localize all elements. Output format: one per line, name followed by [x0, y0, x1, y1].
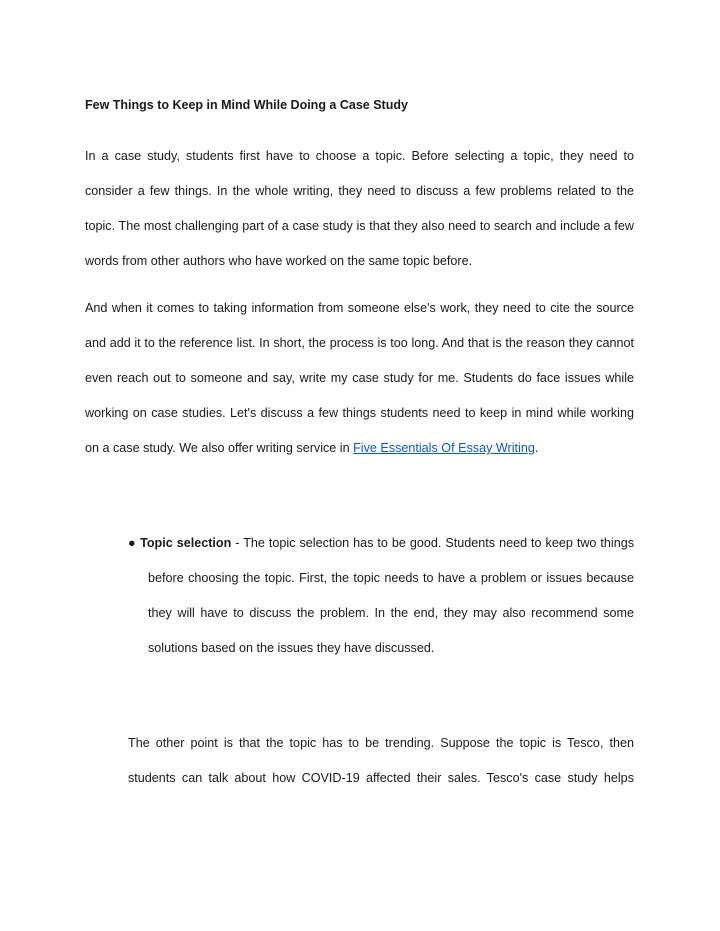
bullet-first-line [128, 526, 634, 561]
bullet-marker: ● [128, 536, 137, 550]
bullet-first-text: - The topic selection has to be good. Students need to keep two things [231, 536, 634, 550]
bullet-rest-text: before choosing the topic. First, the topic needs to have a problem or issues because they will have to discuss the problem. In the end, they may also recommend some solutions based on the issues they have discussed. [148, 571, 634, 655]
paragraph-citing-end: . [534, 441, 539, 455]
bullet-topic-selection [128, 526, 634, 666]
paragraph-intro: In a case study, students first have to choose a topic. Before selecting a topic, they need to consider a few things. In the whole writing, they need to discuss a few problems related to the topic. The most challenging part of a case study is that they also need to search and include a few words from other authors who have worked on the same topic before. [85, 149, 634, 268]
paragraph-trending: The other point is that the topic has to be trending. Suppose the topic is Tesco, then students can talk about how COVID-19 affected their sales. Tesco's case study helps [128, 736, 634, 785]
bullet-term: Topic selection [140, 536, 232, 550]
document-heading: Few Things to Keep in Mind While Doing a Case Study [85, 98, 408, 112]
essay-writing-link[interactable]: Five Essentials Of Essay Writing [353, 441, 535, 455]
paragraph-citing [85, 291, 634, 466]
paragraph-citing-text: And when it comes to taking information from someone else's work, they need to cite the source and add it to the reference list. In short, the process is too long. And that is the reason they cannot even reach out to someone and say, write my case study for me. Students do face issues while working on case studies. Let's discuss a few things students need to keep in mind while working on a case study. We also offer writing service in [85, 301, 634, 455]
